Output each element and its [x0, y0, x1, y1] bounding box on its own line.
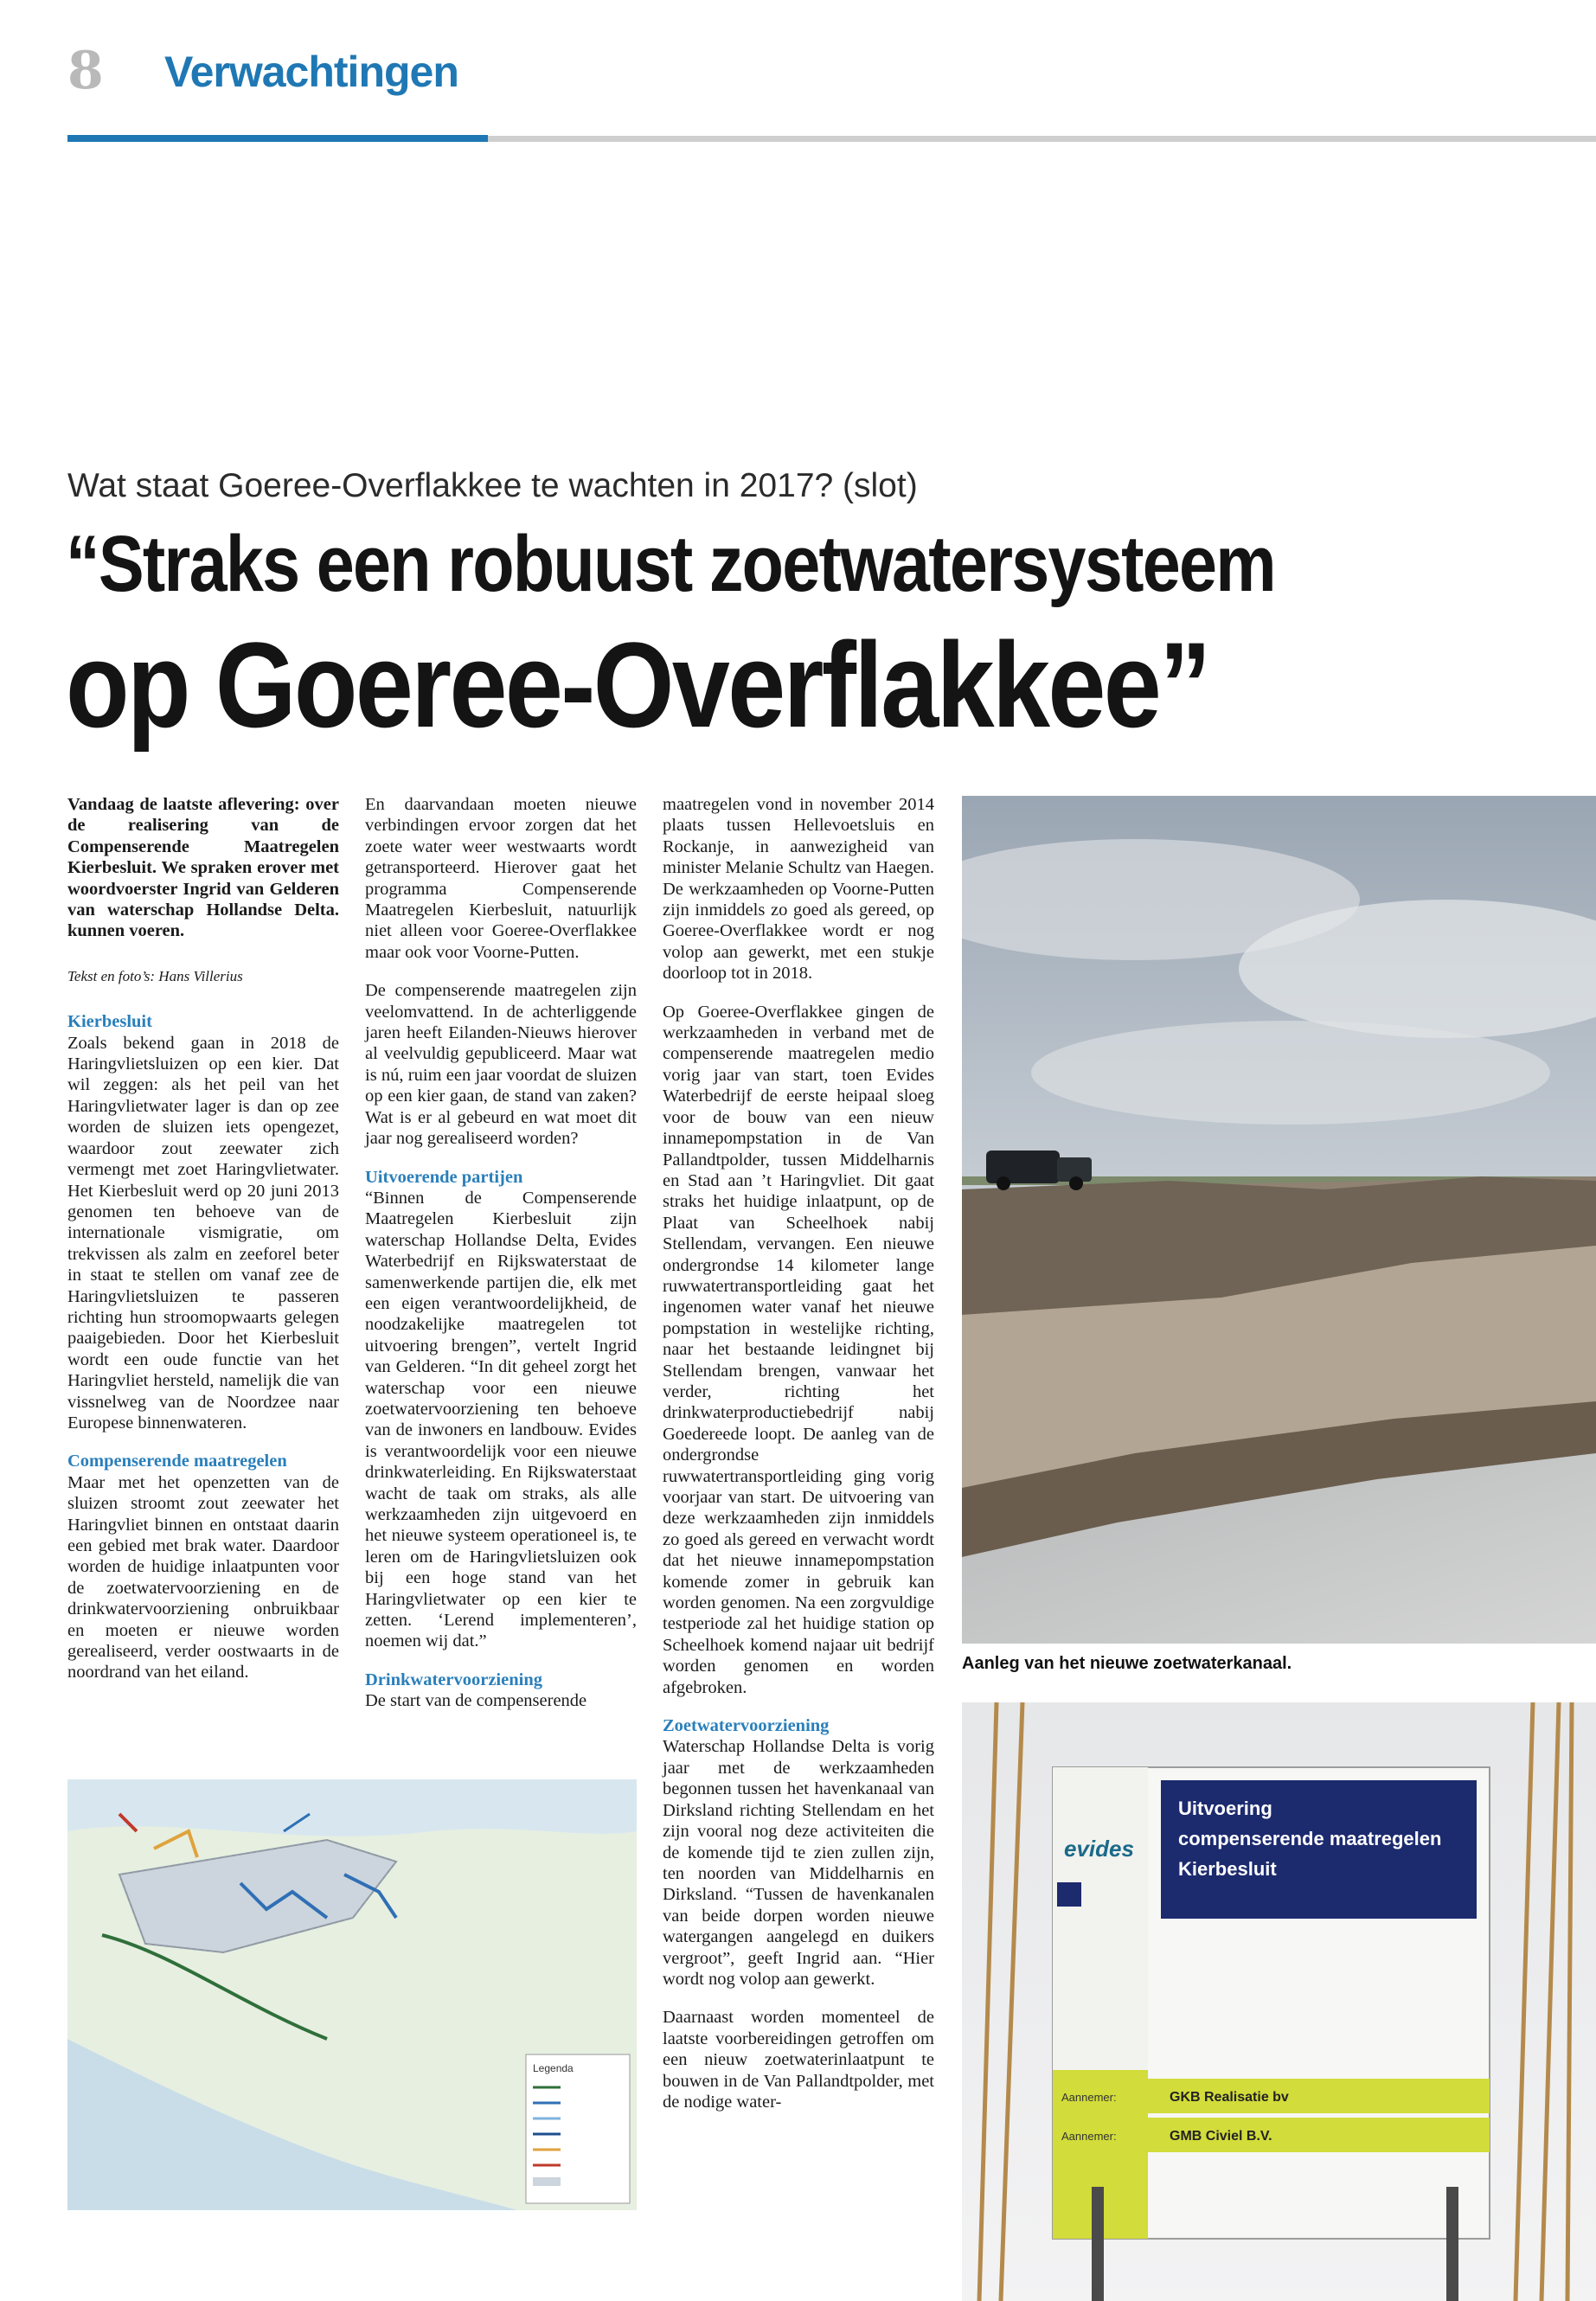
subheading-zoetwater: Zoetwatervoorziening — [663, 1716, 830, 1736]
sign-photo — [962, 1702, 1596, 2301]
paragraph: En daarvandaan moeten nieuwe verbindingen ervoor zorgen dat het zoete water weer westwaarts wordt getransporteerd. Hierover gaat het programma Compenserende Maatregelen Kierbesluit, natuurlijk niet alleen voor Goeree-Overflakkee maar ook voor Voorne-Putten. — [365, 795, 637, 962]
paragraph: Zoals bekend gaan in 2018 de Haringvlietsluizen op een kier. Dat wil zeggen: als het peil van het Haringvlietwater lager is dan op zee worden de sluizen iets opengezet, waardoor zout zeewater zich vermengt met zoet Haringvlietwater. Het Kierbesluit werd op 20 juni 2013 genomen ten behoeve van de internationale vismigratie, om trekvissen als zalm en zeeforel beter in staat te stellen om vanaf zee de Haringvlietsluizen te passeren richting hun stroomopwaarts gelegen paaigebieden. Door het Kierbesluit wordt een oude functie van het Haringvliet hersteld, namelijk die van vissnelweg van de Noordzee naar Europese binnenwateren. — [67, 1033, 339, 1433]
subheading-uitvoerende: Uitvoerende partijen — [365, 1167, 523, 1187]
paragraph: De compenserende maatregelen zijn veelomvattend. In de achterliggende jaren heeft Eilanden-Nieuws hierover al veelvuldig gepubliceerd. Maar wat is nú, ruim een jaar voordat de sluizen op een kier gaan, de stand van zaken? Wat is er al gebeurd en wat moet dit jaar nog gerealiseerd worden? — [365, 981, 637, 1149]
sign-title-3: Kierbesluit — [1178, 1858, 1277, 1880]
paragraph: Op Goeree-Overflakkee gingen de werkzaamheden in verband met de compenserende maatregelen medio vorig jaar van start, toen Evides Waterbedrijf de eerste heipaal sloeg voor de bouw van een nieuw innamepompstation in de Van Pallandtpolder, tussen Middelharnis en Stad aan ’t Haringvliet. Dit gaat straks het huidige inlaatpunt, op de Plaat van Scheelhoek nabij Stellendam, vervangen. Een nieuwe ondergrondse 14 kilometer lange ruwwatertransportleiding gaat het ingenomen water vanaf het nieuwe pompstation in westelijke richting, naar het bestaande leidingnet bij Stellendam brengen, vanwaar het verder, richting het drinkwaterproductiebedrijf nabij Goedereede loopt. De aanleg van de ondergrondse ruwwatertransportleiding ging vorig voorjaar van start. De uitvoering van deze werkzaamheden zijn inmiddels zo goed als gereed en verwacht wordt dat het nieuwe innamepompstation komende zomer in gebruik kan worden genomen. Na een zorgvuldige testperiode zal het huidige station op Scheelhoek komend najaar uit bedrijf worden genomen en worden afgebroken. — [663, 1002, 934, 1697]
map-legend-title: Legenda — [533, 2062, 574, 2074]
contractor-2-label: Aannemer: — [1061, 2130, 1117, 2143]
contractor-1-label: Aannemer: — [1061, 2091, 1117, 2104]
subheading-compenserende: Compenserende maatregelen — [67, 1452, 287, 1471]
article-kicker: Wat staat Goeree-Overflakkee te wachten in 2017? (slot) — [67, 467, 918, 504]
header-rule-accent — [67, 135, 488, 142]
subheading-drinkwater: Drinkwatervoorziening — [365, 1670, 542, 1689]
subheading-kierbesluit: Kierbesluit — [67, 1012, 152, 1032]
headline-line-2: op Goeree-Overflakkee” — [66, 617, 1209, 753]
sign-title-1: Uitvoering — [1178, 1798, 1272, 1819]
paragraph: Waterschap Hollandse Delta is vorig jaar met de werkzaamheden begonnen tussen het havenkanaal van Dirksland richting Stellendam en het zijn vooral nog deze activiteiten die de komende tijd te zien zullen zijn, ten noorden van Middelharnis en Dirksland. “Tussen de havenkanalen van beide dorpen worden nieuwe watergangen aangelegd en duikers vergroot”, geeft Ingrid aan. “Hier wordt nog volop aan gewerkt. — [663, 1737, 934, 1989]
project-map — [67, 1779, 637, 2210]
contractor-1: GKB Realisatie bv — [1170, 2090, 1289, 2105]
paragraph: “Binnen de Compenserende Maatregelen Kierbesluit zijn waterschap Hollandse Delta, Evides Waterbedrijf en Rijkswaterstaat de samenwerkende partijen die, elk met een eigen verantwoordelijkheid, de noodzakelijke maatregelen tot uitvoering brengen”, vertelt Ingrid van Gelderen. “In dit geheel zorgt het waterschap voor een nieuwe zoetwatervoorziening ten behoeve van de inwoners en landbouw. Evides is verantwoordelijk voor een nieuwe drinkwaterleiding. En Rijkswaterstaat wacht de taak om straks, als alle werkzaamheden zijn uitgevoerd en het nieuwe systeem operationeel is, te leren om de Haringvlietsluizen ook bij een hoge stand van het Haringvlietwater op een kier te zetten. ‘Lerend implementeren’, noemen wij dat.” — [365, 1188, 637, 1651]
paragraph: Daarnaast worden momenteel de laatste voorbereidingen getroffen om een nieuw zoetwaterinlaatpunt te bouwen in de Van Pallandtpolder, met de nodige water- — [663, 2008, 934, 2112]
article-column-3 — [663, 794, 934, 2112]
canal-photo — [962, 796, 1596, 1644]
page-number: 8 — [67, 41, 104, 101]
contractor-2: GMB Civiel B.V. — [1170, 2129, 1272, 2144]
headline-line-1: “Straks een robuust zoetwatersysteem — [66, 520, 1275, 608]
rijkswaterstaat-logo — [1057, 1882, 1081, 1907]
article-lead: Vandaag de laatste aflevering: over de realisering van de Compenserende Maatregelen Kierbesluit. We spraken erover met woordvoerster Ingrid van Gelderen van waterschap Hollandse Delta. kunnen voeren. — [67, 795, 339, 941]
photo-caption: Aanleg van het nieuwe zoetwaterkanaal. — [962, 1654, 1292, 1673]
article-column-1 — [67, 794, 339, 1683]
paragraph: maatregelen vond in november 2014 plaats tussen Hellevoetsluis en Rockanje, in aanwezigheid van minister Melanie Schultz van Haegen. De werkzaamheden op Voorne-Putten zijn inmiddels zo goed als gereed, op Goeree-Overflakkee wordt er nog volop aan gewerkt, met een stukje doorloop tot in 2018. — [663, 795, 934, 984]
evides-logo: evides — [1064, 1836, 1134, 1862]
sign-title-2: compenserende maatregelen — [1178, 1828, 1442, 1849]
paragraph: De start van de compenserende — [365, 1691, 587, 1711]
section-title: Verwachtingen — [164, 48, 458, 96]
article-column-2 — [365, 794, 637, 1712]
paragraph: Maar met het openzetten van de sluizen stroomt zout zeewater het Haringvliet binnen en ontstaat daarin een gebied met brak water. Daardoor worden de huidige inlaatpunten voor de zoetwatervoorziening en de drinkwatervoorziening onbruikbaar en moeten er nieuwe worden gerealiseerd, verder oostwaarts in de noordrand van het eiland. — [67, 1472, 339, 1682]
photo-credit: Tekst en foto’s: Hans Villerius — [67, 967, 243, 984]
